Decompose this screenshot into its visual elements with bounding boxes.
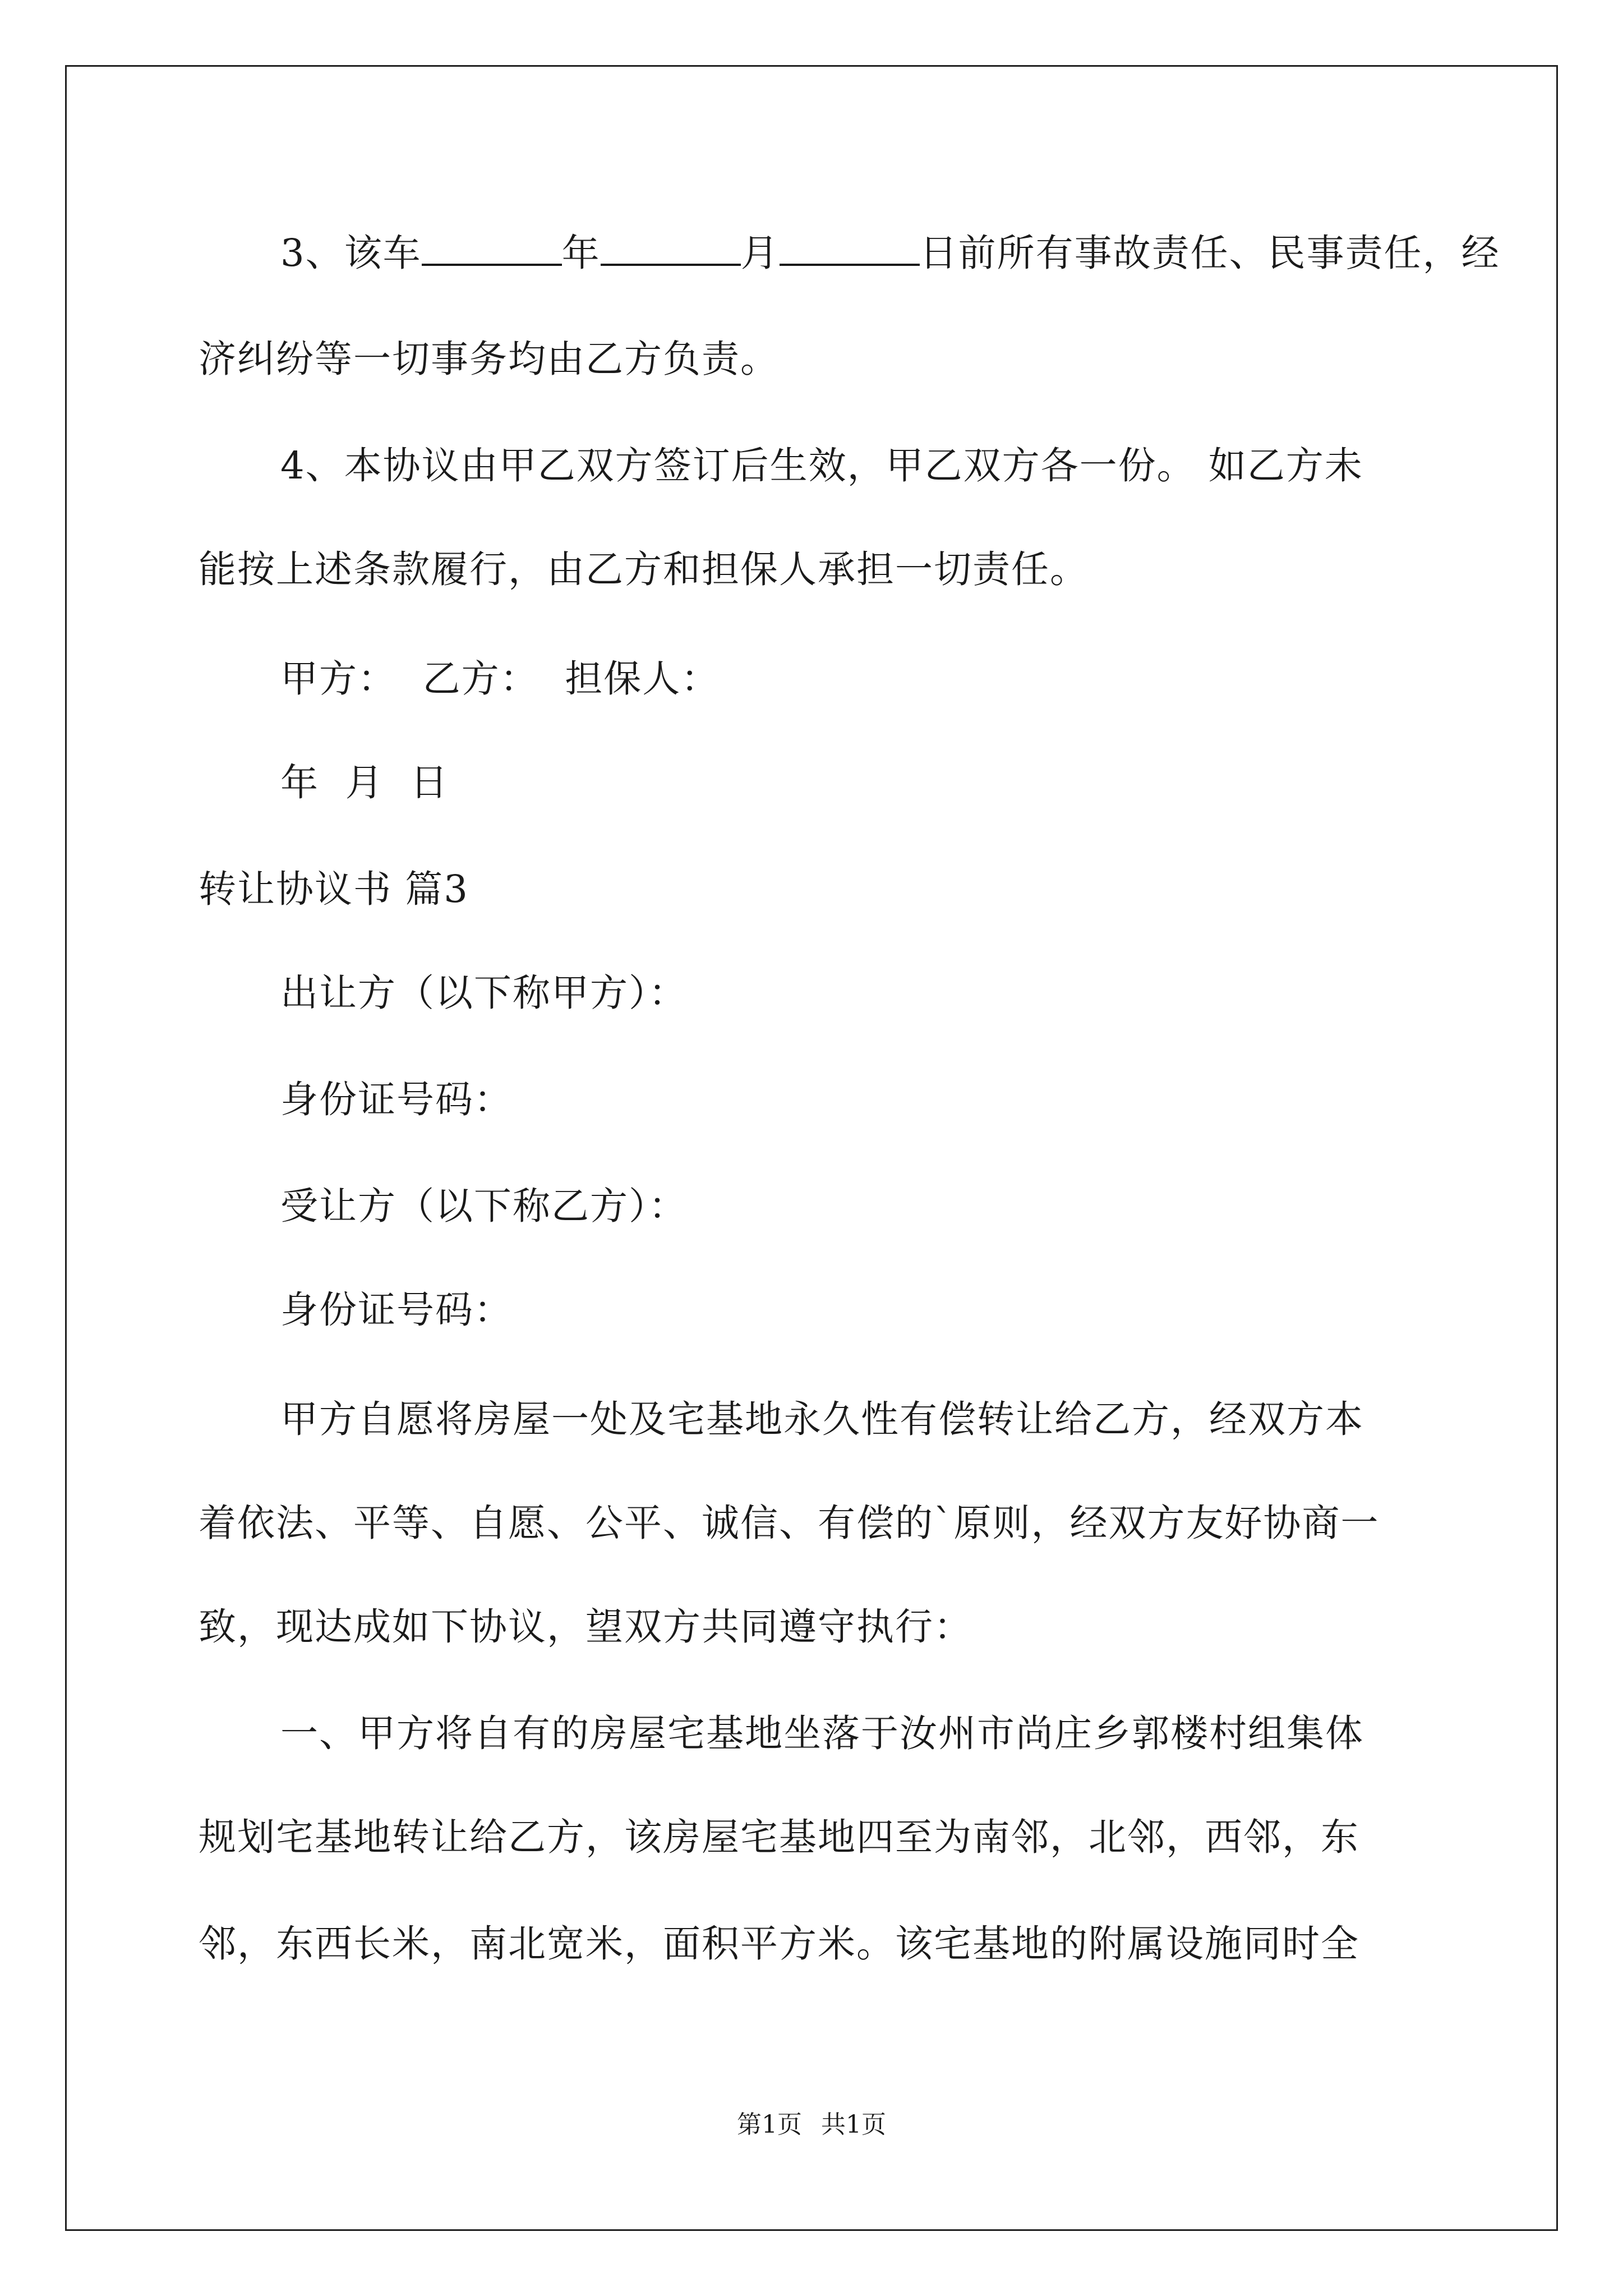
year-blank <box>422 230 562 266</box>
article-1-line-3: 邻，东西长米，南北宽米，面积平方米。该宅基地的附属设施同时全 <box>199 1922 1359 1966</box>
article-1-line-2: 规划宅基地转让给乙方，该房屋宅基地四至为南邻，北邻，西邻，东 <box>199 1815 1359 1859</box>
clause-4-line-2: 能按上述条款履行，由乙方和担保人承担一切责任。 <box>199 547 1089 591</box>
page-footer <box>0 2110 1623 2139</box>
preamble-line-2: 着依法、平等、自愿、公平、诚信、有偿的`原则，经双方友好协商一 <box>199 1501 1380 1545</box>
section-title: 转让协议书 篇3 <box>199 867 469 911</box>
date-line: 年 月 日 <box>280 761 449 804</box>
day-blank <box>780 230 920 266</box>
clause-3-text: 日前所有事故责任、民事责任，经 <box>919 231 1500 275</box>
transferor-id-label: 身份证号码： <box>280 1078 513 1121</box>
clause-3-prefix: 3、该车 <box>280 231 422 275</box>
signature-line: 甲方： 乙方： 担保人： <box>280 657 720 701</box>
transferee-id-label: 身份证号码： <box>280 1288 513 1332</box>
preamble-line-1: 甲方自愿将房屋一处及宅基地永久性有偿转让给乙方，经双方本 <box>280 1397 1364 1441</box>
preamble-line-3: 致，现达成如下协议，望双方共同遵守执行： <box>199 1605 972 1649</box>
clause-3-line-2: 济纠纷等一切事务均由乙方负责。 <box>199 337 779 381</box>
transferor-label: 出让方（以下称甲方）： <box>280 971 688 1015</box>
clause-3-line-1 <box>280 230 1500 275</box>
article-1-line-1: 一、甲方将自有的房屋宅基地坐落于汝州市尚庄乡郭楼村组集体 <box>280 1711 1364 1755</box>
clause-4-line-1: 4、本协议由甲乙双方签订后生效，甲乙双方各一份。 如乙方未 <box>280 444 1363 487</box>
page-number: 第1页 <box>737 2110 802 2139</box>
month-label: 月 <box>740 231 780 275</box>
page-total: 共1页 <box>821 2110 886 2139</box>
year-label: 年 <box>561 231 601 275</box>
page-border <box>65 65 1558 2231</box>
month-blank <box>601 230 741 266</box>
transferee-label: 受让方（以下称乙方）： <box>280 1184 688 1228</box>
